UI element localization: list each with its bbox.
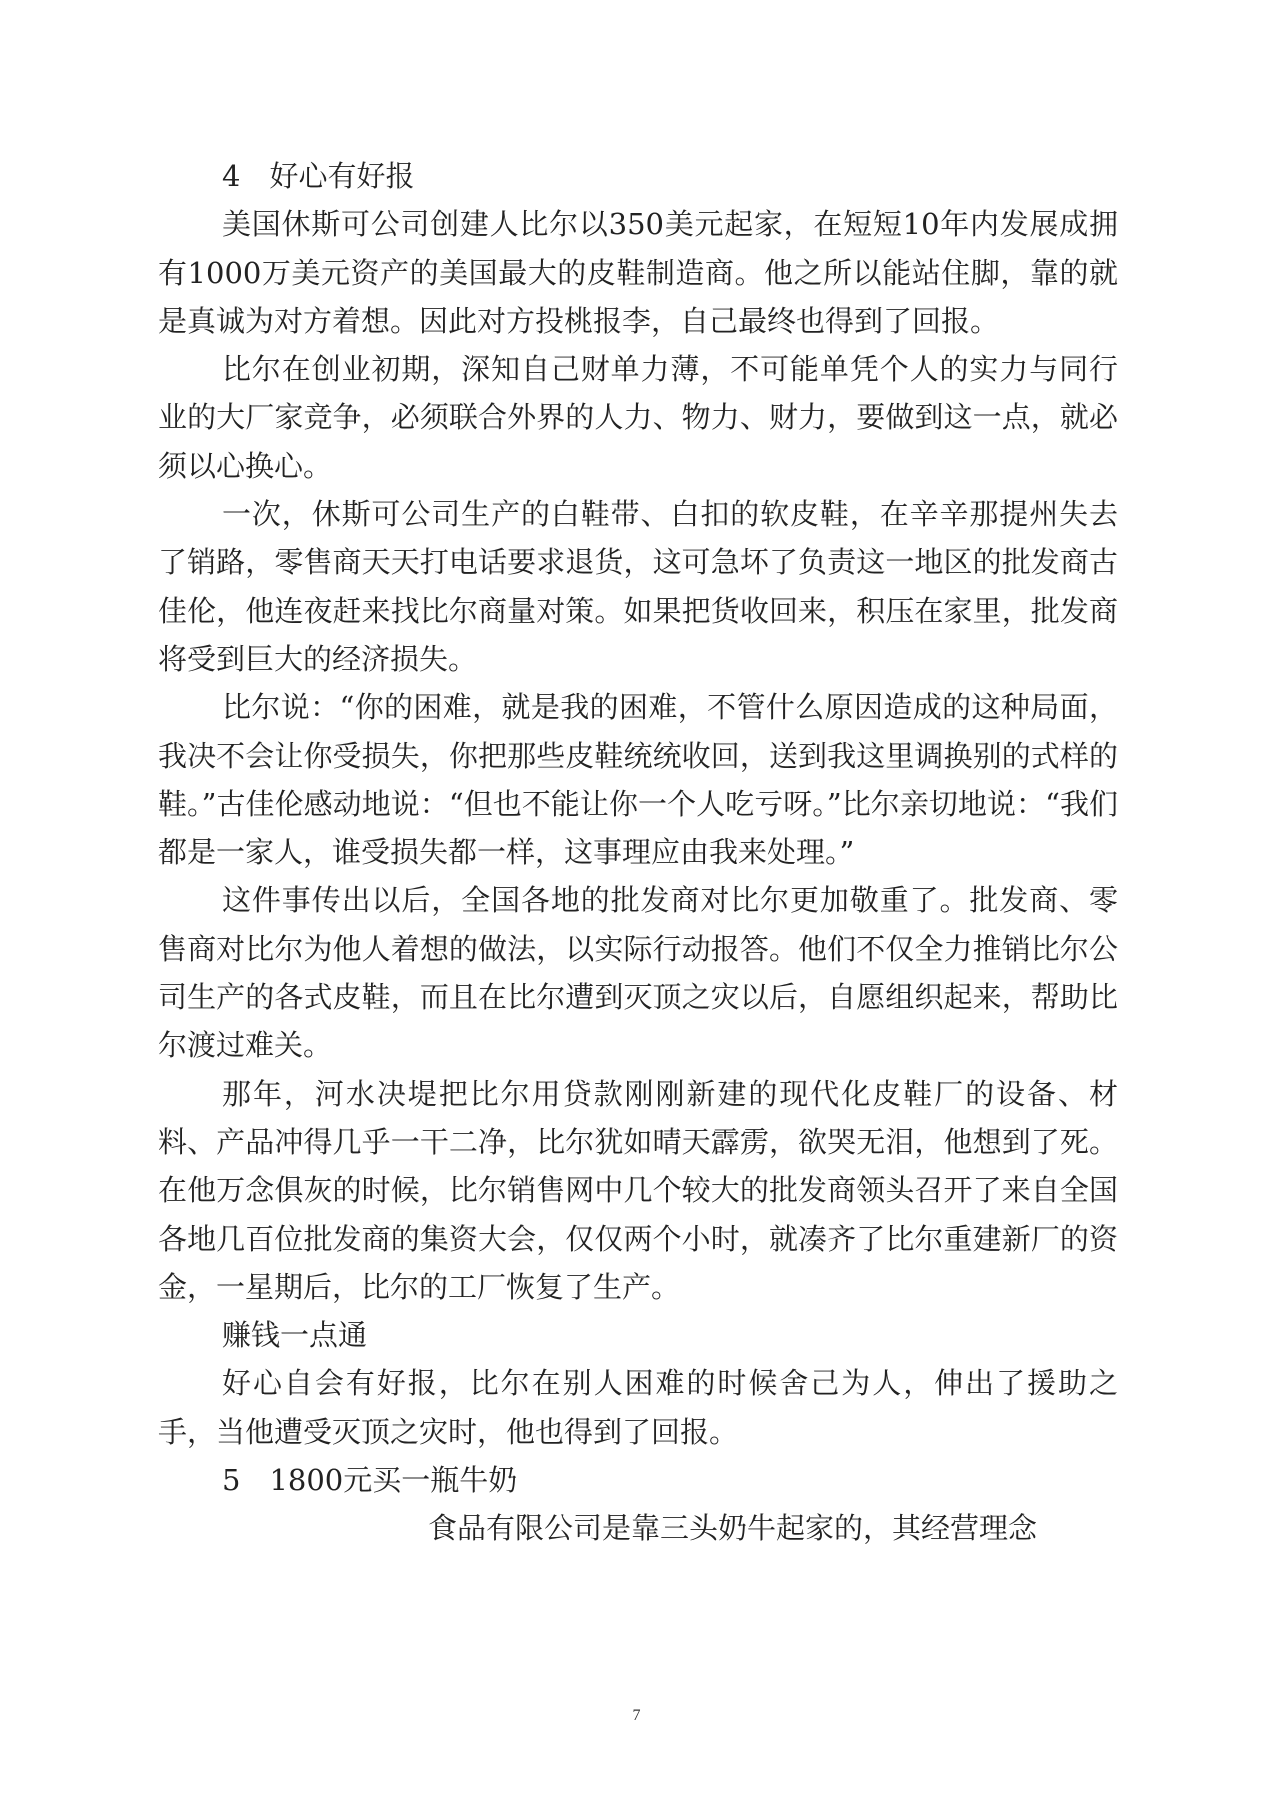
paragraph: 一次，休斯可公司生产的白鞋带、白扣的软皮鞋，在辛辛那提州失去了销路，零售商天天打电话要求退货，这可急坏了负责这一地区的批发商古佳伦，他连夜赶来找比尔商量对策。如果把货收回来，积压在家里，批发商将受到巨大的经济损失。: [158, 497, 1118, 676]
paragraph: 这件事传出以后，全国各地的批发商对比尔更加敬重了。批发商、零售商对比尔为他人着想的做法，以实际行动报答。他们不仅全力推销比尔公司生产的各式皮鞋，而且在比尔遭到灭顶之灾以后，自愿组织起来，帮助比尔渡过难关。: [158, 883, 1118, 1063]
page-number: 7: [632, 1707, 641, 1724]
paragraph: 好心自会有好报，比尔在别人困难的时候舍己为人，伸出了援助之手，当他遭受灭顶之灾时，他也得到了回报。: [158, 1366, 1118, 1449]
subheading-tip: 赚钱一点通: [222, 1318, 368, 1353]
paragraph: 那年，河水决堤把比尔用贷款刚刚新建的现代化皮鞋厂的设备、材料、产品冲得几乎一干二净，比尔犹如晴天霹雳，欲哭无泪，他想到了死。在他万念俱灰的时候，比尔销售网中几个较大的批发商领头召开了来自全国各地几百位批发商的集资大会，仅仅两个小时，就凑齐了比尔重建新厂的资金，一星期后，比尔的工厂恢复了生产。: [158, 1076, 1118, 1304]
paragraph: 比尔在创业初期，深知自己财单力薄，不可能单凭个人的实力与同行业的大厂家竞争，必须联合外界的人力、物力、财力，要做到这一点，就必须以心换心。: [158, 352, 1118, 483]
paragraph: 食品有限公司是靠三头奶牛起家的，其经营理念: [428, 1511, 1038, 1546]
paragraph: 美国休斯可公司创建人比尔以350美元起家，在短短10年内发展成拥有1000万美元资产的美国最大的皮鞋制造商。他之所以能站住脚，靠的就是真诚为对方着想。因此对方投桃报李，自己最终也得到了回报。: [158, 207, 1118, 338]
document-body: [158, 152, 1118, 1553]
section-heading-5: 5 1800元买一瓶牛奶: [222, 1463, 518, 1498]
paragraph: 比尔说：“你的困难，就是我的困难，不管什么原因造成的这种局面，我决不会让你受损失，你把那些皮鞋统统收回，送到我这里调换别的式样的鞋。”古佳伦感动地说：“但也不能让你一个人吃亏呀。”比尔亲切地说：“我们都是一家人，谁受损失都一样，这事理应由我来处理。”: [158, 690, 1118, 870]
section-heading-4: 4 好心有好报: [222, 159, 415, 193]
